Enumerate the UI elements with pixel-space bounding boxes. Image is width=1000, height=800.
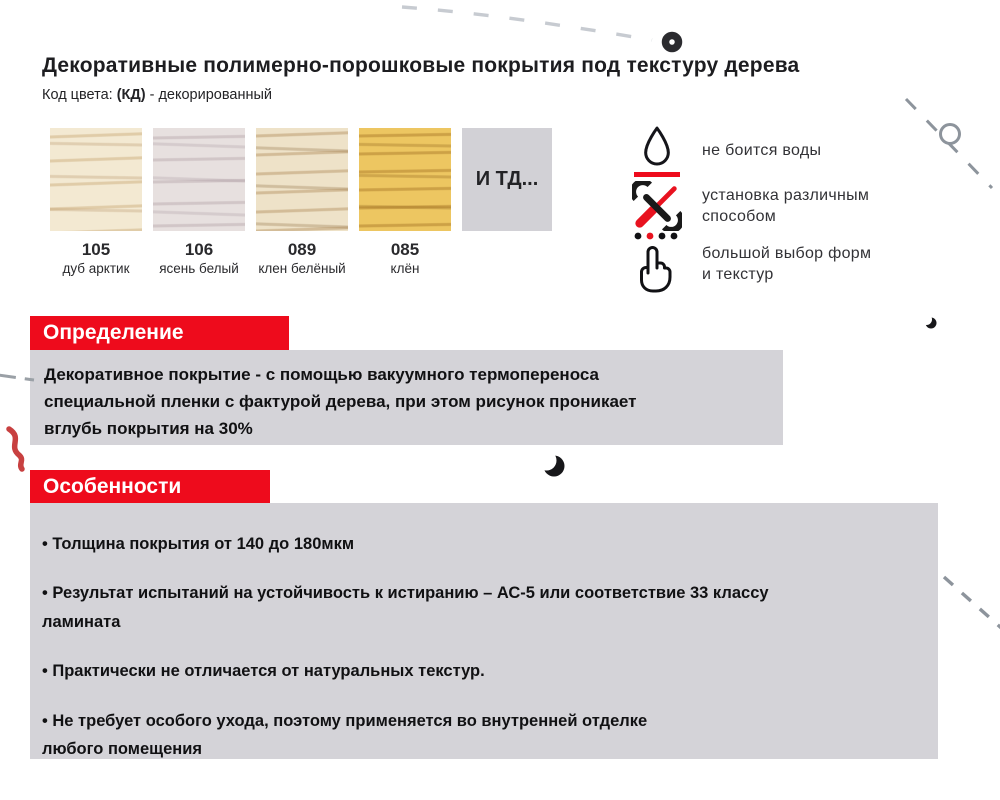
dashed-line-bottom-right [944,577,1000,634]
swatch-row [50,128,552,276]
definition-section-header [30,316,289,350]
section-header-label: Определение [43,321,184,344]
hand-pointer-icon [628,231,686,297]
wood-swatch-image [359,128,451,231]
donut-dot [666,36,679,49]
swatch-name: клен белёный [258,261,346,276]
red-squiggle [9,429,22,469]
benefit-label: большой выбор форм и текстур [702,244,872,283]
swatch-cell-085 [359,128,451,276]
swatch-cell-089 [256,128,348,276]
red-underline [634,172,680,177]
subtitle-prefix: Код цвета: [42,87,117,103]
wood-swatch-image [50,128,142,231]
dashed-line-top-right [906,99,992,188]
feature-bullet: • Практически не отличается от натуральных текстур. [42,662,485,681]
section-header-label: Особенности [43,474,182,498]
swatch-code: 085 [390,240,420,259]
dashed-curve-top [402,7,652,40]
comma-doodle-small [926,318,937,329]
benefit-label: не боится воды [702,142,822,160]
dashed-line-left [0,375,34,380]
swatch-name: ясень белый [159,261,239,276]
ring-top-right [941,125,960,144]
wood-swatch-image [153,128,245,231]
features-section-header [30,470,270,503]
water-drop-icon [628,125,686,177]
swatch-name: дуб арктик [62,261,130,276]
feature-bullet: • Толщина покрытия от 140 до 180мкм [42,535,355,553]
swatch-cell-106 [153,128,245,276]
page-title: Декоративные полимерно-порошковые покрытия под текстуру дерева [42,54,800,77]
features-section-body [30,503,938,759]
benefit-choice [628,228,871,300]
benefit-label: установка различным способом [702,186,870,225]
swatch-code: 089 [287,240,317,259]
benefit-installation [628,178,869,234]
swatch-code: 105 [81,240,111,259]
more-colors-box: И ТД... [462,128,552,231]
feature-bullet: • Не требует особого ухода, поэтому применяется во внутренней отделке любого помещения [42,711,648,758]
feature-bullet: • Результат испытаний на устойчивость к истиранию – АС-5 или соответствие 33 классу ламината [42,584,769,631]
wood-swatch-image [256,128,348,231]
definition-section-body: Декоративное покрытие - с помощью вакуумного термопереноса специальной пленки с фактурой дерева, при этом рисунок проникает вглубь покрытия на 30% [30,350,783,445]
subtitle-suffix: - декорированный [145,87,272,103]
subtitle-code: (КД) [116,87,146,103]
color-code-subtitle [42,87,272,103]
swatch-name: клён [390,261,420,276]
tools-icon [628,181,686,231]
swatch-code: 106 [184,240,214,259]
swatch-cell-105 [50,128,142,276]
benefit-water [628,122,821,180]
comma-doodle-large [544,456,565,477]
